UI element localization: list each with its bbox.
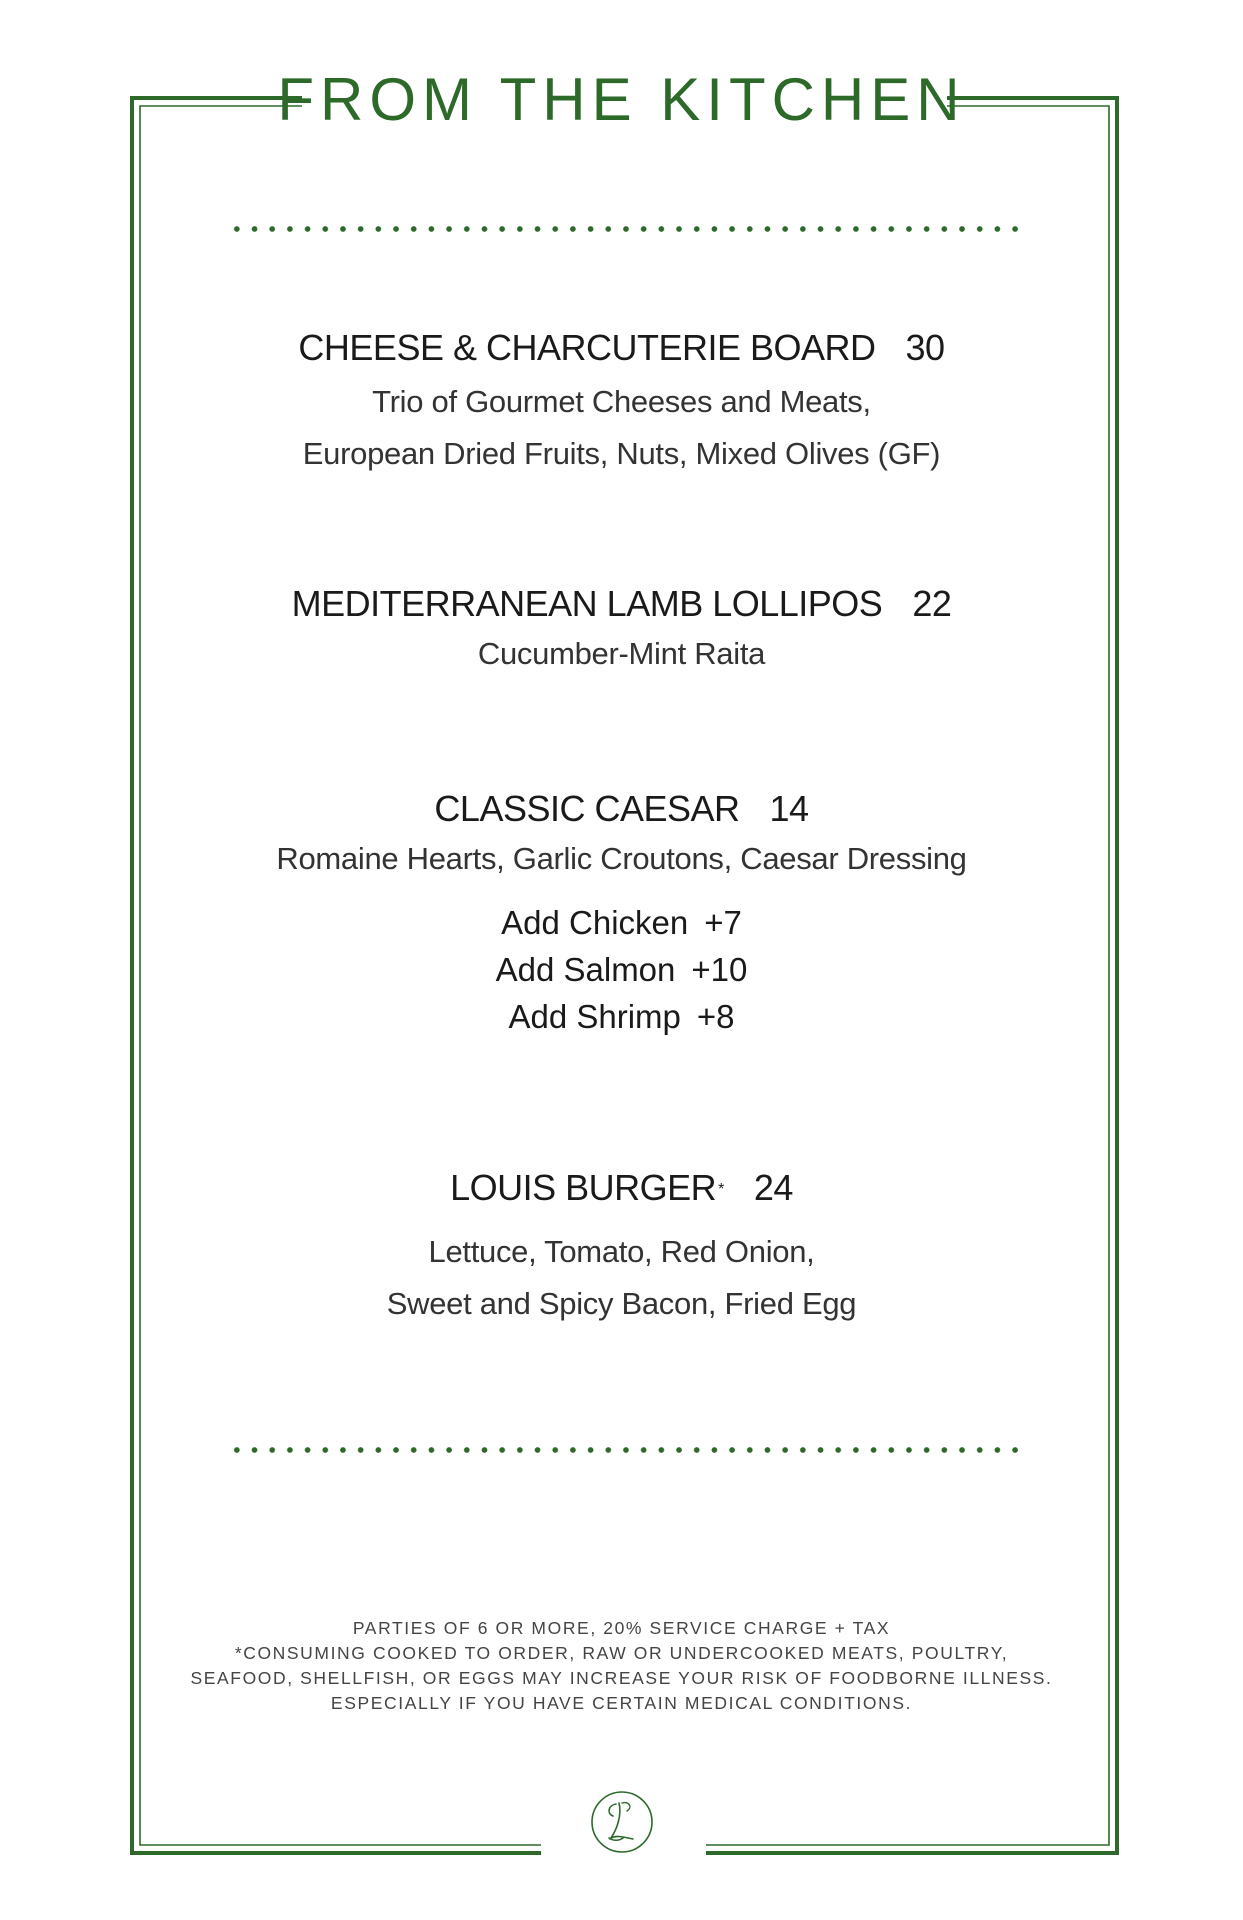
addon-salmon [0,946,1243,993]
monogram-logo-icon [589,1789,655,1855]
description-line: Cucumber-Mint Raita [477,636,766,671]
dotted-divider-bottom [228,1446,1023,1454]
menu-item-name: MEDITERRANEAN LAMB LOLLIPOS [291,583,883,624]
menu-item-name: LOUIS BURGER [450,1167,717,1208]
menu-item-header [0,326,1243,370]
menu-item-description [0,628,1243,680]
menu-item-header [0,582,1243,626]
menu-footer-disclaimer [0,1616,1243,1716]
menu-item-header [0,787,1243,831]
menu-item-price: 14 [769,788,809,829]
description-line: Lettuce, Tomato, Red Onion, [428,1234,815,1269]
footer-line: PARTIES OF 6 OR MORE, 20% SERVICE CHARGE + TAX [352,1618,891,1638]
asterisk-marker: * [718,1181,724,1198]
menu-item-description [0,833,1243,885]
menu-item-louis-burger [0,1166,1243,1330]
menu-item-header [0,1166,1243,1210]
addon-shrimp [0,993,1243,1040]
addon-price: +10 [691,951,748,988]
menu-item-price: 30 [905,327,945,368]
addon-list [0,899,1243,1040]
menu-item-description [0,1226,1243,1330]
addon-label: Add Shrimp [508,998,681,1035]
menu-item-cheese-board [0,326,1243,480]
menu-item-name: CHEESE & CHARCUTERIE BOARD [298,327,876,368]
addon-chicken [0,899,1243,946]
dotted-divider-top [228,225,1023,233]
menu-item-description [0,376,1243,480]
menu-title: FROM THE KITCHEN [277,66,966,133]
description-line: Trio of Gourmet Cheeses and Meats, [372,384,871,419]
addon-label: Add Salmon [495,951,676,988]
menu-item-classic-caesar [0,787,1243,1040]
menu-item-name: CLASSIC CAESAR [434,788,740,829]
addon-price: +7 [704,904,742,941]
footer-line: ESPECIALLY IF YOU HAVE CERTAIN MEDICAL CONDITIONS. [330,1693,913,1713]
description-line: European Dried Fruits, Nuts, Mixed Olives (GF) [302,436,941,471]
menu-item-price: 22 [912,583,952,624]
menu-item-lamb-lollipos [0,582,1243,680]
footer-line: SEAFOOD, SHELLFISH, OR EGGS MAY INCREASE YOUR RISK OF FOODBORNE ILLNESS. [190,1668,1053,1688]
footer-line: *CONSUMING COOKED TO ORDER, RAW OR UNDERCOOKED MEATS, POULTRY, [234,1643,1009,1663]
menu-item-price: 24 [753,1167,793,1208]
description-line: Romaine Hearts, Garlic Croutons, Caesar Dressing [276,841,967,876]
addon-price: +8 [696,998,735,1035]
description-line: Sweet and Spicy Bacon, Fried Egg [386,1286,857,1321]
addon-label: Add Chicken [501,904,689,941]
